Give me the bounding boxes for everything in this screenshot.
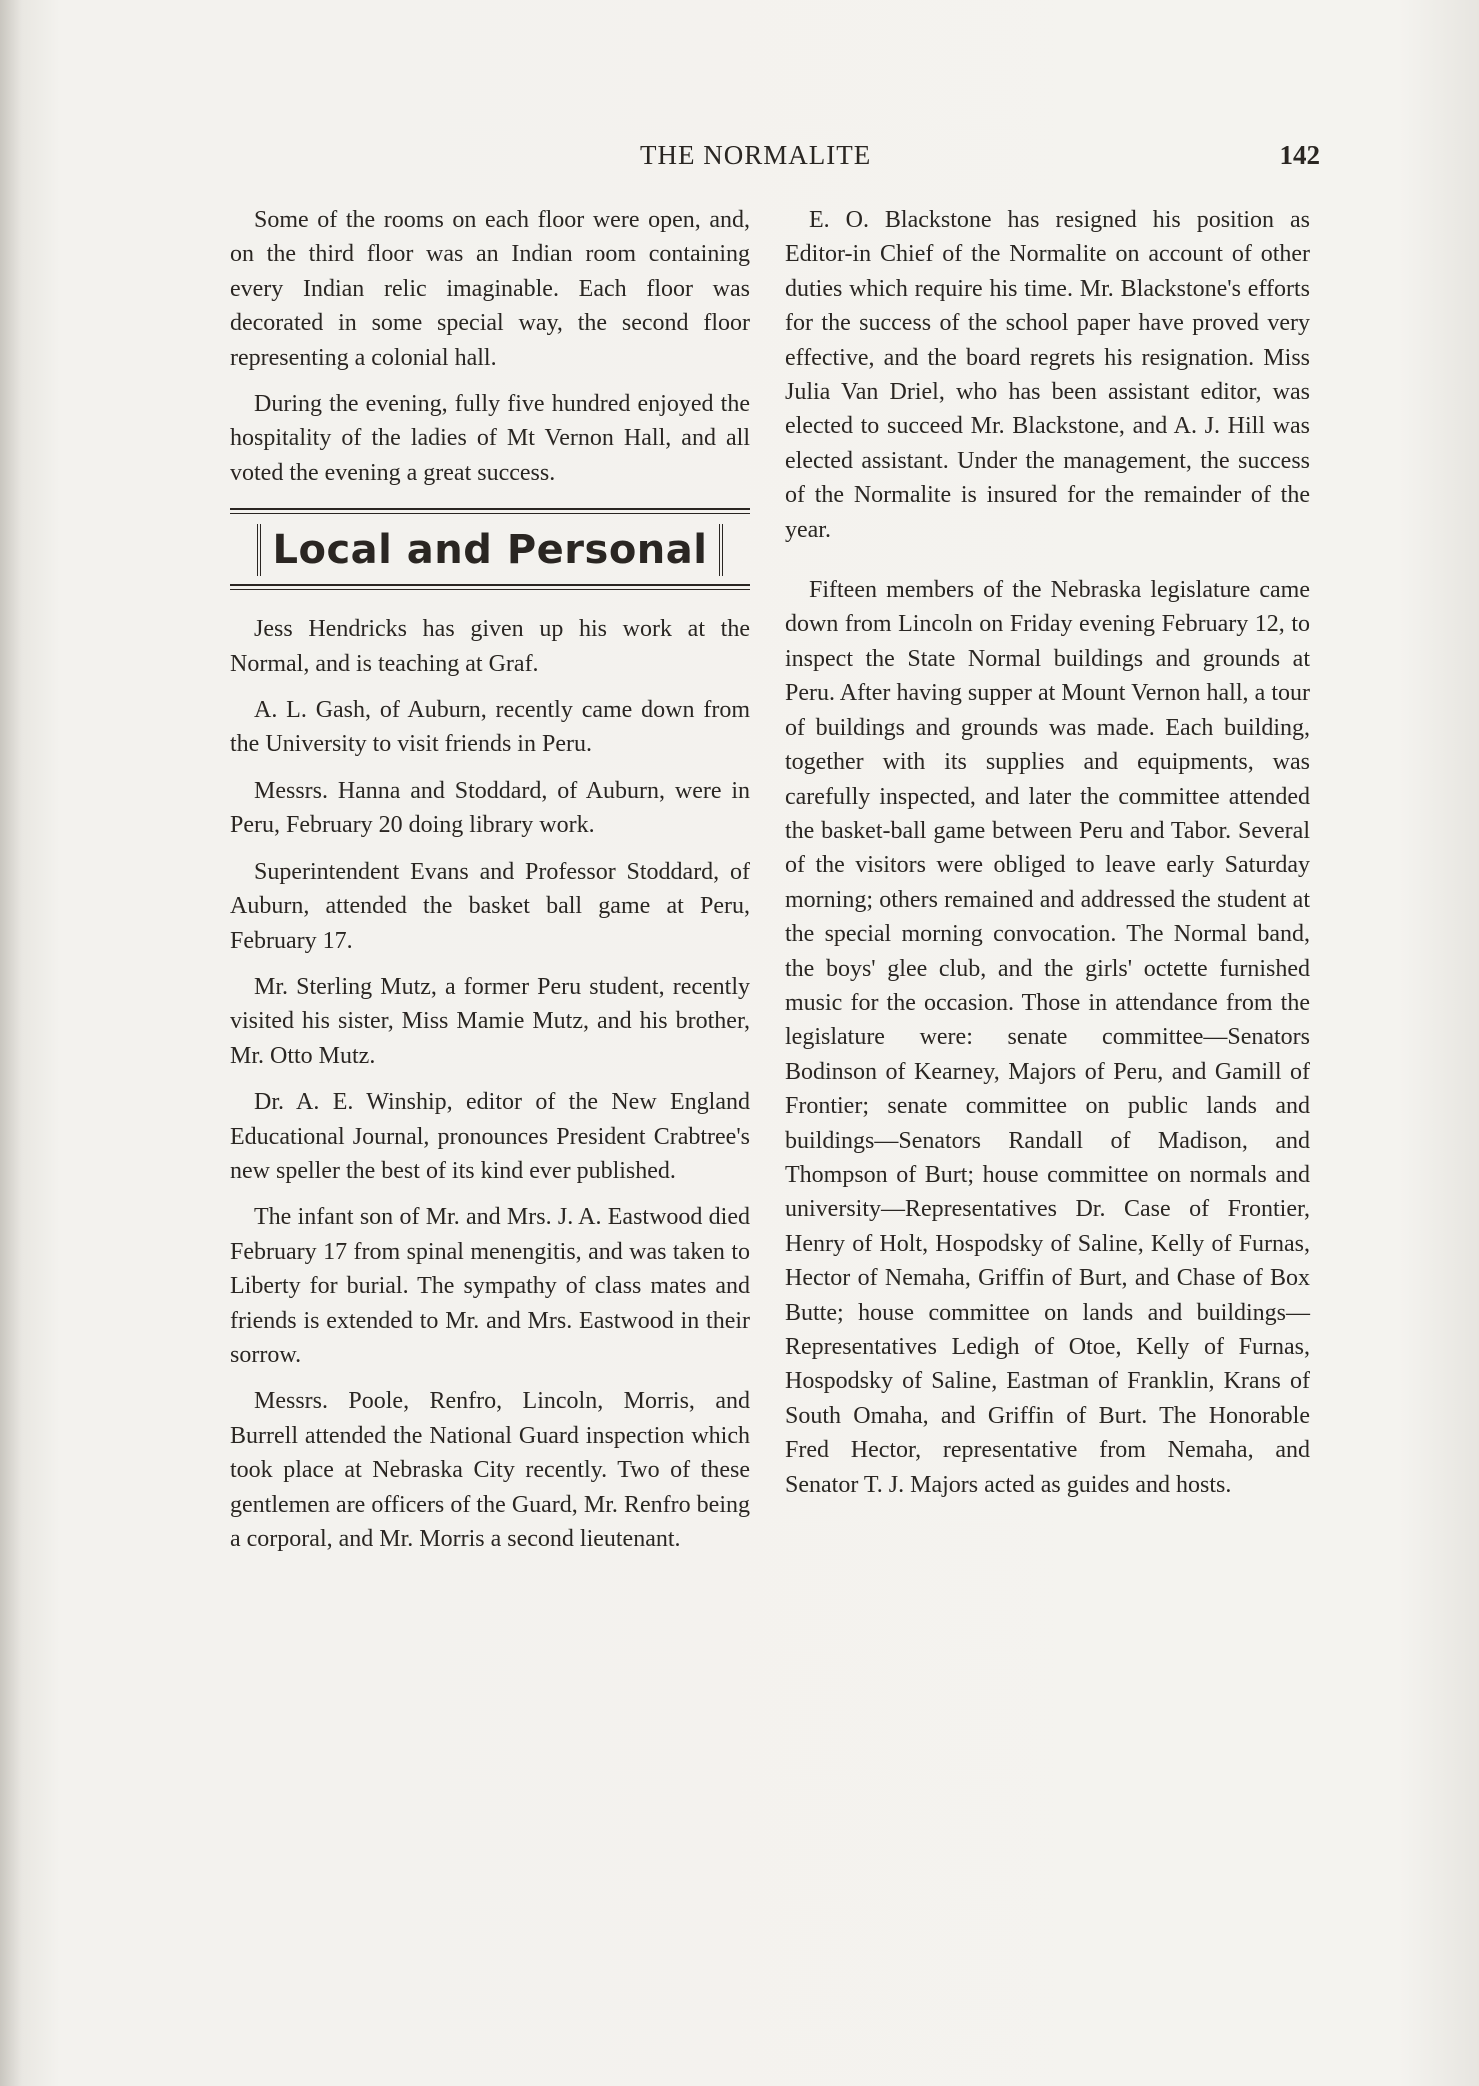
news-item: A. L. Gash, of Auburn, recently came down from the University to visit friends in Peru. xyxy=(230,697,750,758)
left-column xyxy=(230,203,750,1568)
heading-rule-top xyxy=(230,508,750,510)
news-item: Dr. A. E. Winship, editor of the New England Educational Journal, pronounces President Crabtree's new speller the best of its kind ever published. xyxy=(230,1089,750,1184)
news-item: Mr. Sterling Mutz, a former Peru student, recently visited his sister, Miss Mamie Mutz, and his brother, Mr. Otto Mutz. xyxy=(230,973,750,1069)
heading-rule-bottom-thin xyxy=(230,589,750,590)
editor-resignation-paragraph: E. O. Blackstone has resigned his position as Editor-in Chief of the Normalite on account of other duties which require his time. Mr. Blackstone's efforts for the success of the school paper have proved very effective, and the board regrets his resignation. Miss Julia Van Driel, who has been assistant editor, was elected to succeed Mr. Blackstone, and A. J. Hill was elected assistant. Under the management, the success of the Normalite is insured for the remainder of the year. xyxy=(785,207,1310,543)
page-header xyxy=(220,140,1320,180)
heading-rule-bottom xyxy=(230,584,750,586)
intro-paragraph: During the evening, fully five hundred enjoyed the hospitality of the ladies of Mt Vernon Hall, and all voted the evening a great success. xyxy=(230,391,750,486)
running-title: THE NORMALITE xyxy=(640,140,872,170)
section-heading xyxy=(230,508,750,590)
news-item: Messrs. Hanna and Stoddard, of Auburn, were in Peru, February 20 doing library work. xyxy=(230,777,750,839)
page-number: 142 xyxy=(1279,140,1320,170)
intro-paragraph: Some of the rooms on each floor were open, and, on the third floor was an Indian room containing every Indian relic imaginable. Each floor was decorated in some special way, the second floor representing a colonial hall. xyxy=(230,207,750,371)
right-column xyxy=(785,203,1310,1528)
news-item: Jess Hendricks has given up his work at the Normal, and is teaching at Graf. xyxy=(230,616,750,677)
legislature-visit-paragraph: Fifteen members of the Nebraska legislature came down from Lincoln on Friday evening February 12, to inspect the State Normal buildings and grounds at Peru. After having supper at Mount Vernon hall, a tour of buildings and grounds was made. Each building, together with its supplies and equipments, was carefully inspected, and later the committee attended the basket-ball game between Peru and Tabor. Several of the visitors were obliged to leave early Saturday morning; others remained and addressed the student at the special morning convocation. The Normal band, the boys' glee club, and the girls' octette furnished music for the occasion. Those in attendance from the legislature were: senate committee—Senators Bodinson of Kearney, Majors of Peru, and Gamill of Frontier; senate committee on public lands and buildings—Senators Randall of Madison, and Thompson of Burt; house committee on normals and university—Representatives Dr. Case of Frontier, Henry of Holt, Hospodsky of Saline, Kelly of Furnas, Hector of Nemaha, Griffin of Burt, and Chase of Box Butte; house committee on lands and buildings—Representatives Ledigh of Otoe, Kelly of Furnas, Hospodsky of Saline, Eastman of Franklin, Krans of South Omaha, and Griffin of Burt. The Honorable Fred Hector, representative from Nemaha, and Senator T. J. Majors acted as guides and hosts. xyxy=(785,577,1310,1498)
news-item: Superintendent Evans and Professor Stoddard, of Auburn, attended the basket ball game at Peru, February 17. xyxy=(230,858,750,954)
news-item: The infant son of Mr. and Mrs. J. A. Eastwood died February 17 from spinal menengitis, and was taken to Liberty for burial. The sympathy of class mates and friends is extended to Mr. and Mrs. Eastwood in their sorrow. xyxy=(230,1204,750,1368)
news-item: Messrs. Poole, Renfro, Lincoln, Morris, and Burrell attended the National Guard inspection which took place at Nebraska City recently. Two of these gentlemen are officers of the Guard, Mr. Renfro being a corporal, and Mr. Morris a second lieutenant. xyxy=(230,1388,750,1552)
section-title: Local and Personal xyxy=(257,524,724,576)
